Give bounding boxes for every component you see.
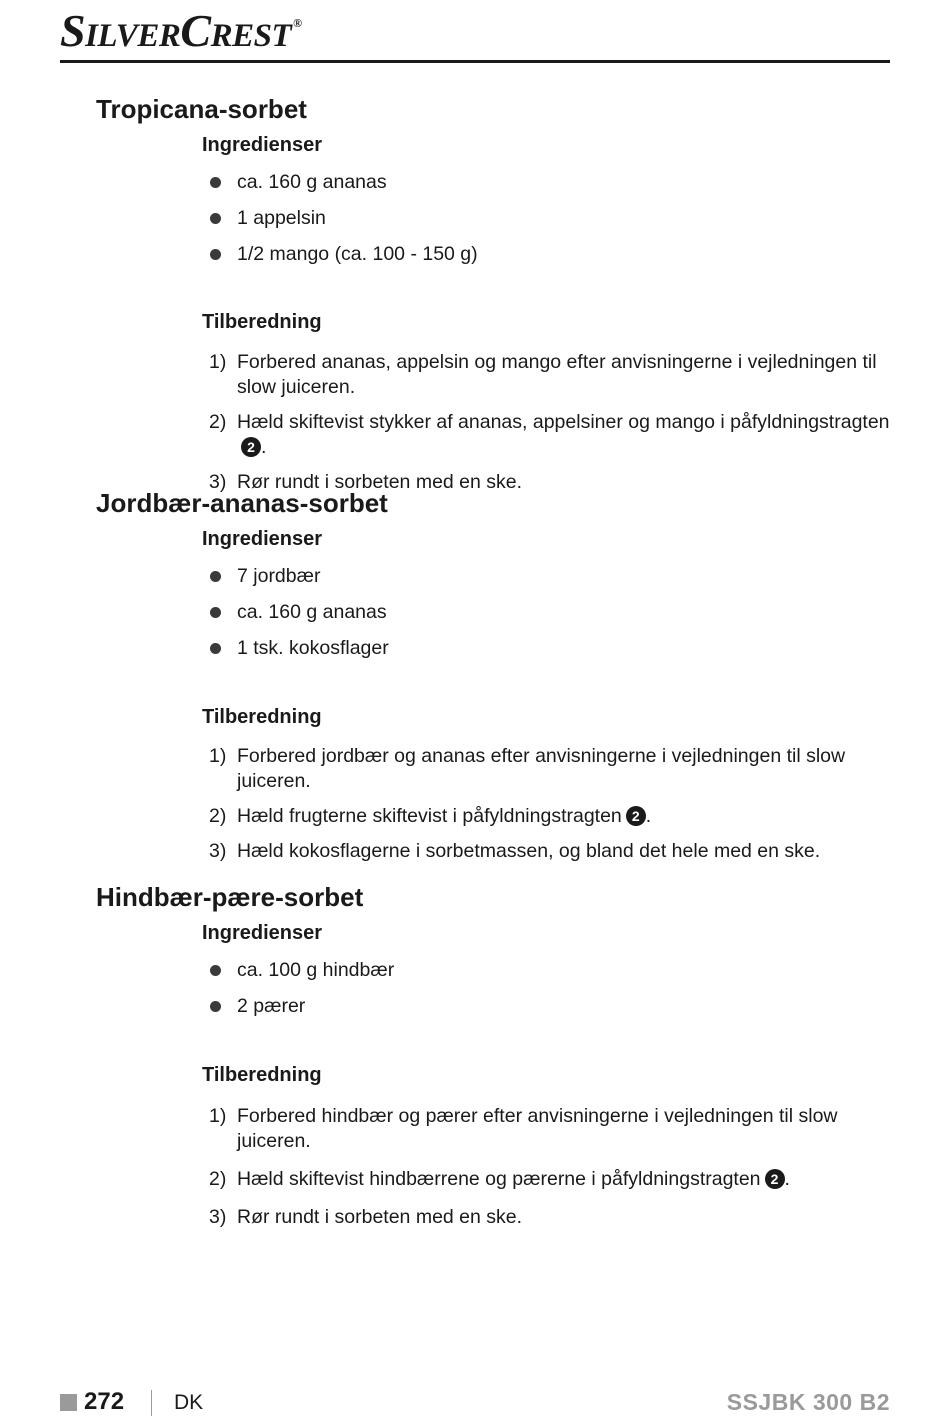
- bullet-icon: [210, 571, 221, 582]
- page-number: 272: [84, 1388, 125, 1415]
- step-list: [202, 1104, 902, 1240]
- ingredients-heading: Ingredienser: [202, 922, 323, 944]
- language-code: DK: [174, 1391, 204, 1414]
- section-title: Tropicana-sorbet: [96, 94, 307, 124]
- step-item: 2) Hæld skiftevist stykker af ananas, appelsiner og mango i påfyldningstragten2 .: [209, 411, 890, 458]
- step-item: 2) Hæld skiftevist hindbærrene og pærerne i påfyldningstragten 2 .: [209, 1168, 790, 1190]
- step-item: 1) Forbered hindbær og pærer efter anvisningerne i vejledningen til slow juiceren.: [209, 1105, 838, 1152]
- bullet-icon: [210, 177, 221, 188]
- ingredients-heading: Ingredienser: [202, 134, 323, 156]
- brand-logo: SILVERCREST ®: [60, 5, 302, 56]
- preparation-heading: Tilberedning: [202, 311, 322, 333]
- step-item: 1) Forbered jordbær og ananas efter anvisningerne i vejledningen til slow juiceren.: [209, 745, 846, 792]
- ingredients-heading: Ingredienser: [202, 528, 323, 550]
- reference-number-icon: 2: [241, 437, 261, 457]
- step-list: [202, 350, 902, 505]
- bullet-icon: [210, 643, 221, 654]
- step-item: 3) Rør rundt i sorbeten med en ske.: [209, 1206, 523, 1228]
- step-item: 3) Rør rundt i sorbeten med en ske.: [209, 471, 523, 493]
- bullet-icon: [210, 213, 221, 224]
- header-divider: [60, 60, 890, 63]
- step-item: 2) Hæld frugterne skiftevist i påfyldningstragten 2 .: [209, 805, 652, 827]
- bullet-icon: [210, 607, 221, 618]
- model-number: SSJBK 300 B2: [726, 1389, 890, 1415]
- section-title: Jordbær-ananas-sorbet: [96, 488, 388, 518]
- reference-number-icon: 2: [626, 806, 646, 826]
- bullet-icon: [210, 1001, 221, 1012]
- reference-number-icon: 2: [765, 1169, 785, 1189]
- step-list: [202, 744, 902, 874]
- preparation-heading: Tilberedning: [202, 706, 322, 728]
- section-title: Hindbær-pære-sorbet: [96, 882, 364, 912]
- footer-divider: [151, 1390, 152, 1416]
- step-item: 1) Forbered ananas, appelsin og mango efter anvisningerne i vejledningen til slow juiceren.: [209, 351, 877, 398]
- step-item: 3) Hæld kokosflagerne i sorbetmassen, og bland det hele med en ske.: [209, 840, 821, 862]
- footer-square-icon: [60, 1394, 77, 1411]
- bullet-icon: [210, 249, 221, 260]
- bullet-icon: [210, 965, 221, 976]
- preparation-heading: Tilberedning: [202, 1064, 322, 1086]
